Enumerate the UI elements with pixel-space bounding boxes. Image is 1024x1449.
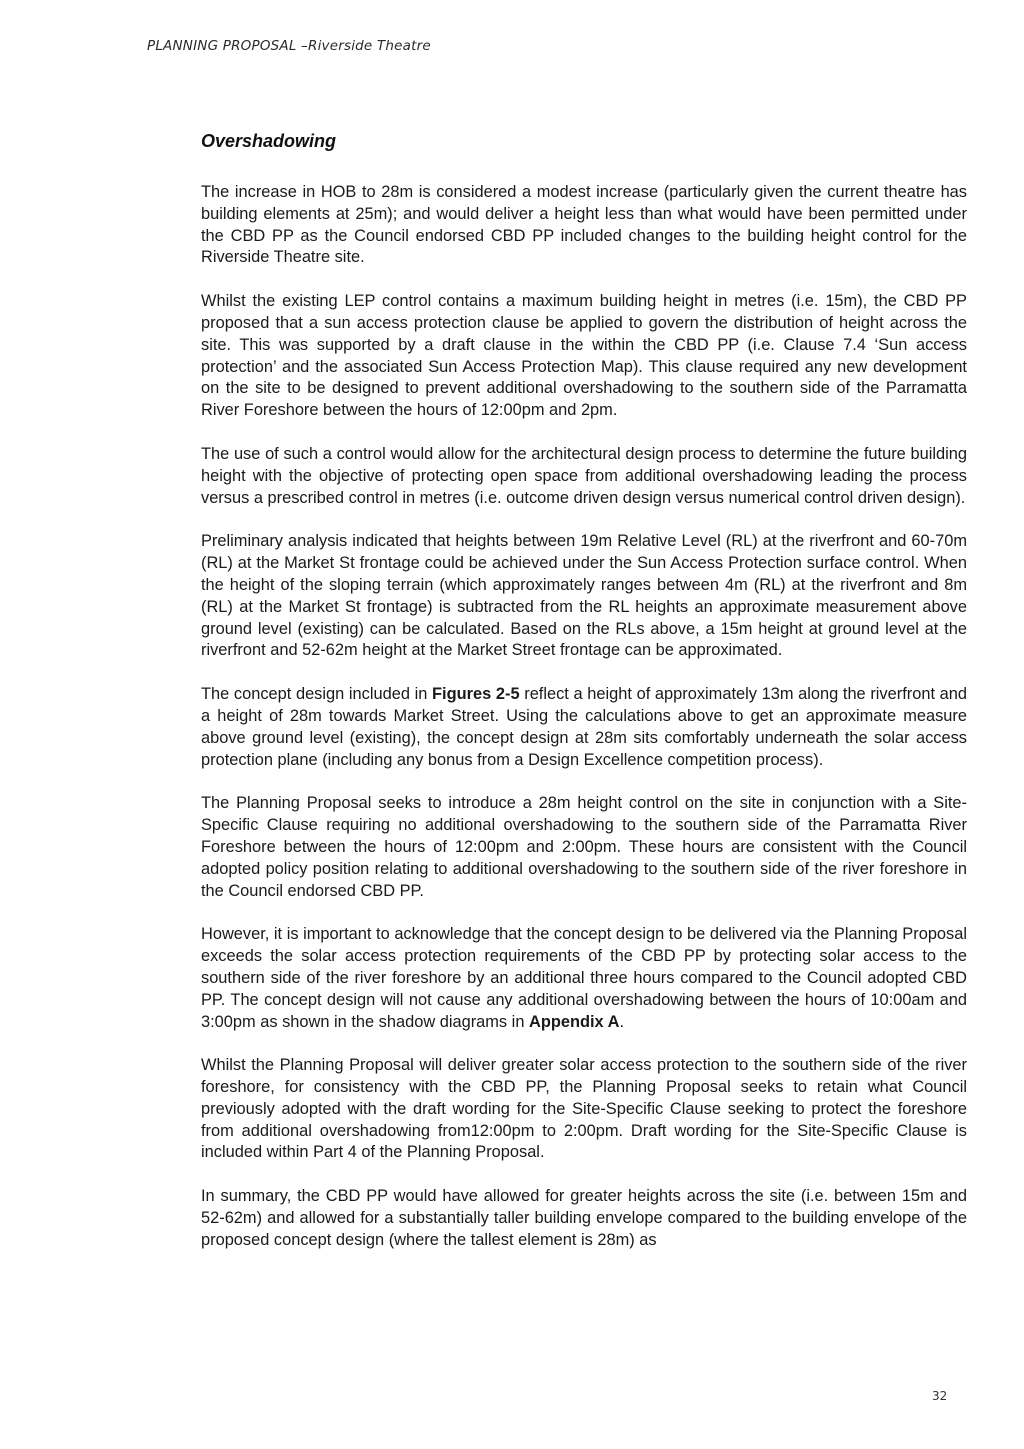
paragraph-5-text-b: reflect a height of approximately 13m along the riverfront and a height of 28m towards Market Street. Using the calculations above to get an approximate measure above ground level (existing), the concept design at 28m sits comfortably underneath the solar access protection plane (including any bonus from a Design Excellence competition process). <box>201 685 967 769</box>
paragraph-7-text-b: . <box>619 1012 625 1031</box>
figures-reference: Figures 2-5 <box>432 685 520 704</box>
paragraph-5-text-a: The concept design included in <box>201 685 433 704</box>
section-heading: Overshadowing <box>201 131 337 151</box>
paragraph-7-text-a: However, it is important to acknowledge that the concept design to be delivered via the Planning Proposal exceeds the solar access protection requirements of the CBD PP by protecting solar access to the southern side of the river foreshore by an additional three hours compared to the Council adopted CBD PP. The concept design will not cause any additional overshadowing between the hours of 10:00am and 3:00pm as shown in the shadow diagrams in <box>201 925 967 1031</box>
paragraph-6: The Planning Proposal seeks to introduce a 28m height control on the site in conjunction with a Site-Specific Clause requiring no additional overshadowing to the southern side of the Parramatta River Foreshore between the hours of 12:00pm and 2:00pm. These hours are consistent with the Council adopted policy position relating to additional overshadowing to the southern side of the river foreshore in the Council endorsed CBD PP. <box>201 794 967 900</box>
paragraph-5 <box>201 684 967 771</box>
running-header: PLANNING PROPOSAL –Riverside Theatre <box>147 38 431 54</box>
appendix-reference: Appendix A <box>529 1012 620 1031</box>
document-body <box>201 128 967 1274</box>
paragraph-9: In summary, the CBD PP would have allowed for greater heights across the site (i.e. between 15m and 52-62m) and allowed for a substantially taller building envelope compared to the building envelope of the proposed concept design (where the tallest element is 28m) as <box>201 1187 967 1249</box>
paragraph-2: Whilst the existing LEP control contains a maximum building height in metres (i.e. 15m), the CBD PP proposed that a sun access protection clause be applied to govern the distribution of height across the site. This was supported by a draft clause in the within the CBD PP (i.e. Clause 7.4 ‘Sun access protection’ and the associated Sun Access Protection Map). This clause required any new development on the site to be designed to prevent additional overshadowing to the southern side of the Parramatta River Foreshore between the hours of 12:00pm and 2pm. <box>201 292 967 420</box>
paragraph-7 <box>201 924 967 1033</box>
paragraph-1: The increase in HOB to 28m is considered a modest increase (particularly given the current theatre has building elements at 25m); and would deliver a height less than what would have been permitted under the CBD PP as the Council endorsed CBD PP included changes to the building height control for the Riverside Theatre site. <box>201 183 967 267</box>
page-number: 32 <box>932 1389 948 1403</box>
paragraph-8: Whilst the Planning Proposal will deliver greater solar access protection to the southern side of the river foreshore, for consistency with the CBD PP, the Planning Proposal seeks to retain what Council previously adopted with the draft wording for the Site-Specific Clause seeking to protect the foreshore from additional overshadowing from12:00pm to 2:00pm. Draft wording for the Site-Specific Clause is included within Part 4 of the Planning Proposal. <box>201 1056 967 1162</box>
paragraph-3: The use of such a control would allow for the architectural design process to determine the future building height with the objective of protecting open space from additional overshadowing leading the process versus a prescribed control in metres (i.e. outcome driven design versus numerical control driven design). <box>201 444 967 507</box>
paragraph-4: Preliminary analysis indicated that heights between 19m Relative Level (RL) at the riverfront and 60-70m (RL) at the Market St frontage could be achieved under the Sun Access Protection surface control. When the height of the sloping terrain (which approximately ranges between 4m (RL) at the riverfront and 8m (RL) at the Market St frontage) is subtracted from the RL heights an approximate measurement above ground level (existing) can be calculated. Based on the RLs above, a 15m height at ground level at the riverfront and 52-62m height at the Market Street frontage can be approximated. <box>201 532 967 660</box>
